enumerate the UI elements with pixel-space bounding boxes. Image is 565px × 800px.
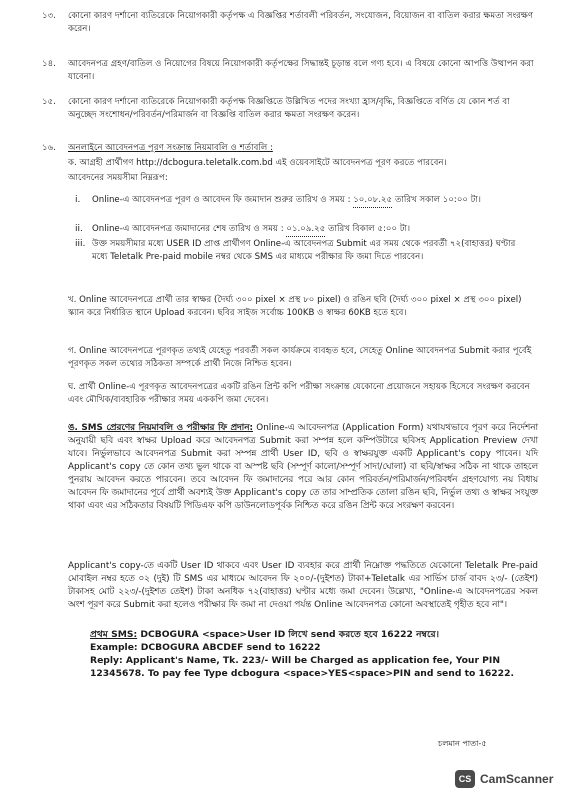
camscanner-logo-icon: CS xyxy=(455,770,475,788)
schedule-i-date: ১০.০৮.২৫ xyxy=(353,194,392,208)
schedule-label: আবেদনের সময়সীমা নিম্নরূপ: xyxy=(68,173,168,183)
schedule-iii-number: iii. xyxy=(75,239,86,249)
schedule-i-suffix: তারিখ সকাল ১০:০০ টা। xyxy=(394,195,481,205)
item-16-umo-text: Online-এ আবেদনপত্র (Application Form) যথাযথভাবে পূরণ করে নির্দেশনা অনুযায়ী ছবি এবং স্বাক্ষর Upload করে আবেদনপত্র Submit করা সম্পন্ন হলে কম্পিউটারে ছবিসহ Application Preview দেখা যাবে। নির্ভুলভাবে আবেদনপত্র Submit করা সম্পন্ন প্রার্থী User ID, ছবি ও স্বাক্ষরযুক্ত একটি Applicant's copy পাবেন। যদি Applicant's copy তে কোন তথ্য ভুল থাকে বা অস্পষ্ট ছবি (সম্পূর্ণ কালো/সম্পূর্ণ সাদা/ঘোলা) বা ছবি/স্বাক্ষর সঠিক না থাকে তাহলে পুনরায় আবেদন করতে পারবেন। তবে আবেদন ফি জমাদানের পরে আর কোন পরিবর্তন/পরিমার্জন/পরিবর্ধন গ্রহণযোগ্য নয় বিধায় আবেদন ফি জমাদানের পূর্বে প্রার্থী অবশ্যই উক্ত Applicant's copy তে তার সাম্প্রতিক তোলা রঙিন ছবি, নির্ভুল তথ্য ও স্বাক্ষর সংযুক্ত থাকা এবং এর সঠিকতার বিষয়টি পিডিএফ কপি ডাউনলোডপূর্বক নিশ্চিত করে রঙিন প্রিন্ট করে সংরক্ষণ করবেন। xyxy=(68,423,538,511)
item-16-umo xyxy=(68,422,538,513)
sms-example: Example: DCBOGURA ABCDEF send to 16222 xyxy=(90,642,321,653)
item-16-gha: ঘ. প্রার্থী Online-এ পূরণকৃত আবেদনপত্রের একটি রঙিন প্রিন্ট কপি পরীক্ষা সংক্রান্ত যেকোনো প্রয়োজনে সহায়ক হিসেবে সংরক্ষণ করবেন এবং মৌখিক/ব্যবহারিক পরীক্ষার সময় এককপি জমা দেবেন। xyxy=(68,382,530,405)
schedule-i xyxy=(92,194,532,208)
item-14-text: আবেদনপত্র গ্রহণ/বাতিল ও নিয়োগের বিষয়ে নিয়োগকারী কর্তৃপক্ষের সিদ্ধান্তই চূড়ান্ত বলে গণ্য হবে। এ বিষয়ে কোনো আপত্তি উত্থাপন করা যাবেনা। xyxy=(68,59,534,82)
item-15-number: ১৫. xyxy=(42,97,56,107)
schedule-ii-text: Online-এ আবেদনপত্র জমাদানের শেষ তারিখ ও সময় : xyxy=(92,224,284,234)
schedule-ii xyxy=(92,223,532,237)
schedule-iii-text: উক্ত সময়সীমার মধ্যে USER ID প্রাপ্ত প্রার্থীগণ Online-এ আবেদনপত্র Submit এর সময় থেকে পরবর্তী ৭২(বাহাত্তর) ঘণ্টার মধ্যে Teletalk Pre-paid mobile নম্বর থেকে SMS এর মাধ্যমে পরীক্ষার ফি জমা দিতে পারবেন। xyxy=(92,239,516,262)
item-13-number: ১৩. xyxy=(42,11,56,21)
schedule-ii-suffix: তারিখ বিকাল ৫:০০ টা। xyxy=(328,224,411,234)
camscanner-watermark: CamScanner xyxy=(480,772,554,786)
item-16-number: ১৬. xyxy=(42,143,56,153)
schedule-ii-number: ii. xyxy=(75,224,83,234)
item-16-kha: খ. Online আবেদনপত্রে প্রার্থী তার স্বাক্ষর (দৈর্ঘ্য ৩০০ pixel × প্রস্থ ৮০ pixel) ও রঙিন ছবি (দৈর্ঘ্য ৩০০ pixel × প্রস্থ ৩০০ pixel) স্ক্যান করে নির্ধারিত স্থানে Upload করবেন। ছবির সাইজ সর্বোচ্চ 100KB ও স্বাক্ষর 60KB হতে হবে। xyxy=(68,295,522,318)
item-16-ka: ক. আগ্রহী প্রার্থীগণ http://dcbogura.teletalk.com.bd এই ওয়েবসাইটে আবেদনপত্র পূরণ করতে পারবেন। xyxy=(68,158,447,168)
item-16-umo-title: ঙ. SMS প্রেরণের নিয়মাবলি ও পরীক্ষার ফি প্রদান: xyxy=(68,423,253,433)
sms-label: প্রথম SMS: xyxy=(90,629,138,640)
item-14-number: ১৪. xyxy=(42,59,56,69)
item-16-fee: Applicant's copy-তে একটি User ID থাকবে এবং User ID ব্যবহার করে প্রার্থী নিম্নোক্ত পদ্ধতিতে যেকোনো Teletalk Pre-paid মোবাইল নম্বর হতে ০২ (দুই) টি SMS এর মাধ্যমে আবেদন ফি ২০০/-(দুইশত) টাকা+Teletalk এর সার্ভিস চার্জ বাবদ ২৩/- (তেইশ) টাকাসহ মোট ২২৩/-(দুইশত তেইশ) টাকা অনধিক ৭২(বাহাত্তর) ঘণ্টার মধ্যে জমা দেবেন। উল্লেখ্য, "Online-এ আবেদনপত্রের সকল অংশ পূরণ করে Submit করা হলেও পরীক্ষার ফি জমা না দেওয়া পর্যন্ত Online আবেদনপত্র কোনো অবস্থাতেই গৃহীত হবে না"। xyxy=(68,561,538,610)
item-16-ga: গ. Online আবেদনপত্রে পূরণকৃত তথ্যই যেহেতু পরবর্তী সকল কার্যক্রমে ব্যবহৃত হবে, সেহেতু Online আবেদনপত্র Submit করার পূর্বেই পূরণকৃত সকল তথ্যের সঠিকতা সম্পর্কে প্রার্থী নিজে নিশ্চিত হবেন। xyxy=(68,346,532,369)
sms-line-1: DCBOGURA <space>User ID লিখে send করতে হবে 16222 নম্বরে। xyxy=(140,629,439,640)
continued-page-note: চলমান পাতা-৫ xyxy=(438,739,487,748)
schedule-i-number: i. xyxy=(75,195,81,205)
sms-reply: Reply: Applicant's Name, Tk. 223/- Will be Charged as application fee, Your PIN 12345678. To pay fee Type dcbogura <space>YES<space>PIN and send to 16222. xyxy=(90,655,514,679)
item-16-title: অনলাইনে আবেদনপত্র পূরণ সংক্রান্ত নিয়মাবলি ও শর্তাবলি : xyxy=(68,143,273,153)
schedule-ii-date: ০১.০৯.২৫ xyxy=(286,223,325,237)
sms-instructions xyxy=(90,628,535,641)
schedule-i-text: Online-এ আবেদনপত্র পূরণ ও আবেদন ফি জমাদান শুরুর তারিখ ও সময় : xyxy=(92,195,351,205)
item-13-text: কোনো কারণ দর্শানো ব্যতিরেকে নিয়োগকারী কর্তৃপক্ষ এ বিজ্ঞপ্তির শর্তাবলী পরিবর্তন, সংযোজন, বিয়োজন বা বাতিল করার ক্ষমতা সংরক্ষণ করেন। xyxy=(68,11,534,34)
item-15-text: কোনো কারণ দর্শানো ব্যতিরেকে নিয়োগকারী কর্তৃপক্ষ বিজ্ঞপ্তিতে উল্লিখিত পদের সংখ্যা হ্রাস/বৃদ্ধি, বিজ্ঞপ্তিতে বর্ণিত যে কোন শর্ত বা অনুচ্ছেদ সংশোধন/পরিবর্তন/পরিমার্জন বা বিজ্ঞপ্তি বাতিল করার ক্ষমতা সংরক্ষণ করেন। xyxy=(68,97,510,120)
